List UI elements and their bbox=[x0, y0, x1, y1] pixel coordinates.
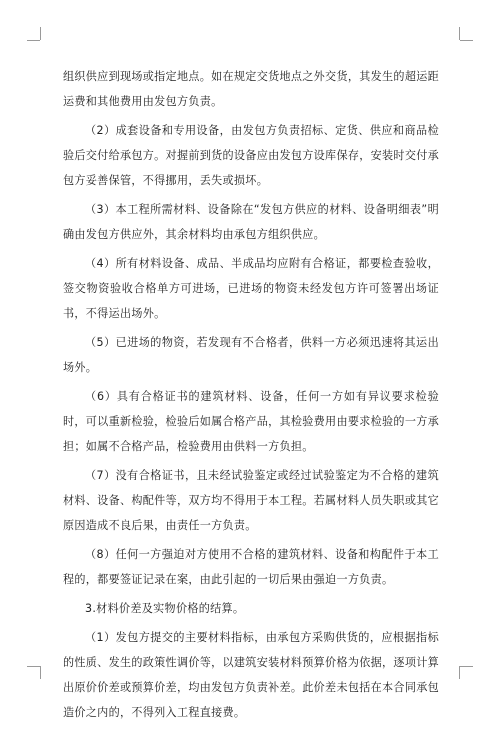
crop-mark-bottom-left bbox=[40, 666, 41, 679]
paragraph: （2）成套设备和专用设备，由发包方负责招标、定货、供应和商品检验后交付给承包方。对握前到货的设备应由发包方设库保存，安装时交付承包方妥善保管，不得挪用，丢失或损坏。 bbox=[63, 124, 439, 187]
paragraph: （8）任何一方强迫对方使用不合格的建筑材料、设备和构配件于本工程的，都要签证记录在案，由此引起的一切后果由强迫一方负责。 bbox=[63, 548, 439, 586]
crop-mark-top-right bbox=[460, 40, 473, 41]
paragraph: 组织供应到现场或指定地点。如在规定交货地点之外交货，其发生的超运距运费和其他费用由发包方负责。 bbox=[63, 70, 439, 108]
crop-mark-top-right bbox=[459, 27, 460, 40]
crop-mark-bottom-right bbox=[460, 666, 473, 667]
crop-mark-top-left bbox=[27, 40, 40, 41]
crop-mark-bottom-left bbox=[27, 666, 40, 667]
crop-mark-bottom-right bbox=[459, 666, 460, 679]
crop-mark-top-left bbox=[40, 27, 41, 40]
paragraph: （5）已进场的物资，若发现有不合格者，供料一方必须迅速将其运出场外。 bbox=[63, 336, 439, 374]
document-body bbox=[63, 64, 439, 729]
paragraph: （4）所有材料设备、成品、半成品均应附有合格证，都要检查验收，签交物资验收合格单方可进场，已进场的物资未经发包方许可签署出场证书，不得运出场外。 bbox=[63, 257, 439, 320]
paragraph: （1）发包方提交的主要材料指标，由承包方采购供货的，应根据指标的性质、发生的政策性调价等，以建筑安装材料预算价格为依据，逐项计算出原价价差或预算价差，均由发包方负责补差。此价差未包括在本合同承包造价之内的，不得列入工程直接费。 bbox=[63, 631, 439, 719]
paragraph: （3）本工程所需材料、设备除在“发包方供应的材料、设备明细表”明确由发包方供应外，其余材料均由承包方组织供应。 bbox=[63, 203, 439, 241]
paragraph: （6）具有合格证书的建筑材料、设备，任何一方如有异议要求检验时，可以重新检验，检验后如属合格产品，其检验费用由要求检验的一方承担；如属不合格产品，检验费用由供料一方负担。 bbox=[63, 390, 439, 453]
paragraph: （7）没有合格证书，且未经试验鉴定或经过试验鉴定为不合格的建筑材料、设备、构配件等，双方均不得用于本工程。若属材料人员失职或其它原因造成不良后果，由责任一方负责。 bbox=[63, 469, 439, 532]
section-heading: 3.材料价差及实物价格的结算。 bbox=[85, 602, 245, 615]
